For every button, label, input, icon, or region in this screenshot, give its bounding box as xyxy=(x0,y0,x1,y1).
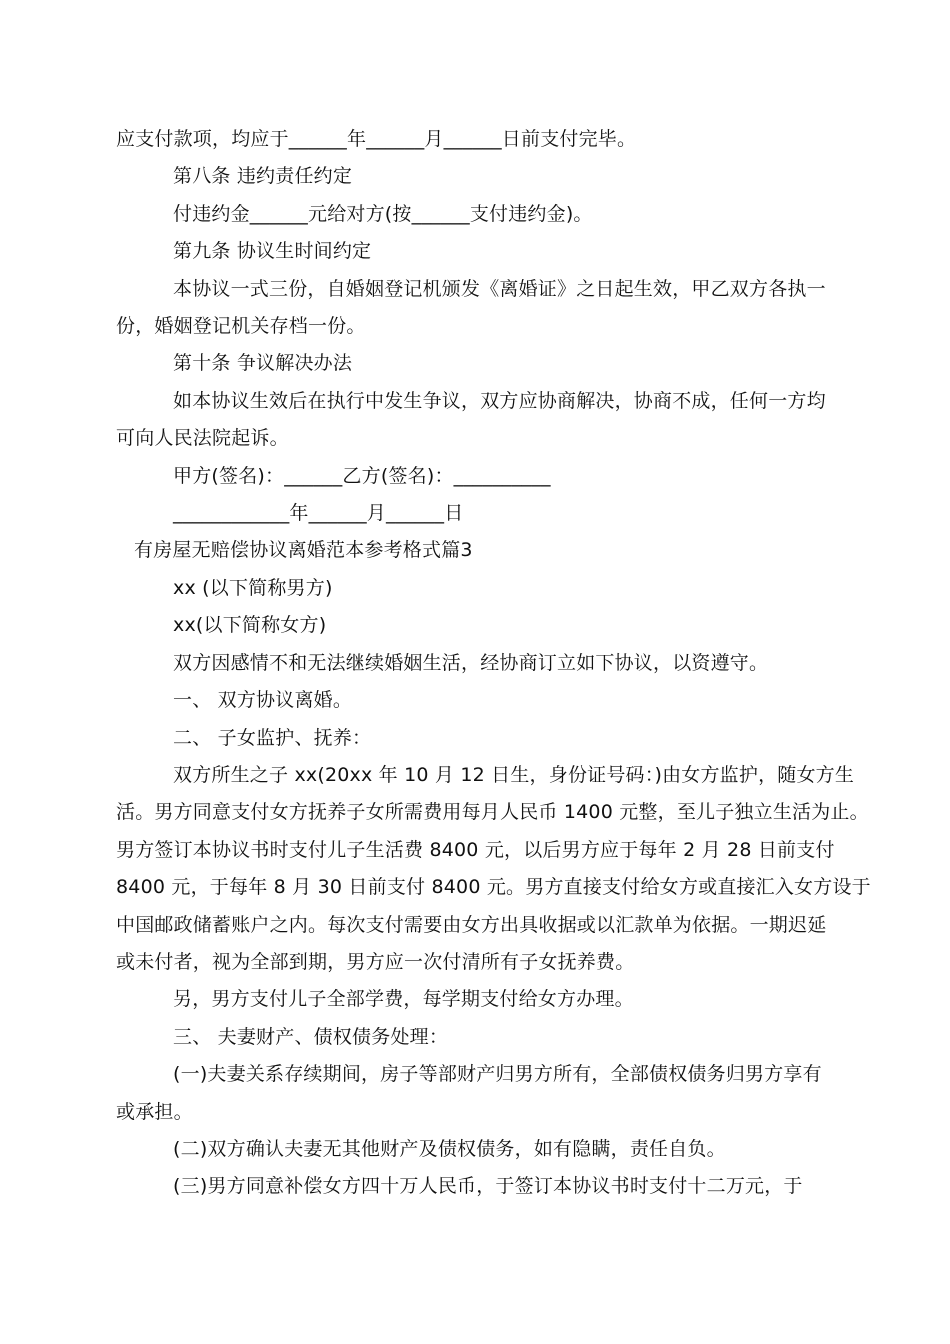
signature-line: 甲方(签名)：______乙方(签名)：__________ xyxy=(173,465,551,487)
clause-heading: 二、 子女监护、抚养： xyxy=(173,727,372,749)
paragraph-line: (三)男方同意补偿女方四十万人民币，于签订本协议书时支付十二万元，于 xyxy=(173,1175,803,1197)
paragraph-line: 应支付款项，均应于______年______月______日前支付完毕。 xyxy=(116,128,637,150)
paragraph-line: 本协议一式三份，自婚姻登记机颁发《离婚证》之日起生效，甲乙双方各执一 xyxy=(173,278,826,300)
paragraph-line: (一)夫妻关系存续期间，房子等部财产归男方所有，全部债权债务归男方享有 xyxy=(173,1063,822,1085)
paragraph-line: 双方所生之子 xx(20xx 年 10 月 12 日生，身份证号码：)由女方监护，随女方生 xyxy=(173,764,855,786)
clause-heading: 一、 双方协议离婚。 xyxy=(173,689,353,711)
article-heading: 第八条 违约责任约定 xyxy=(173,165,353,187)
article-heading: 第九条 协议生时间约定 xyxy=(173,240,372,262)
paragraph-line: 男方签订本协议书时支付儿子生活费 8400 元，以后男方应于每年 2 月 28 日前支付 xyxy=(116,839,835,861)
date-line: ____________年______月______日 xyxy=(173,502,464,524)
paragraph-line: 双方因感情不和无法继续婚姻生活，经协商订立如下协议，以资遵守。 xyxy=(173,652,769,674)
section-title: 有房屋无赔偿协议离婚范本参考格式篇3 xyxy=(134,539,473,561)
party-line: xx(以下简称女方) xyxy=(173,614,327,636)
paragraph-line: 中国邮政储蓄账户之内。每次支付需要由女方出具收据或以汇款单为依据。一期迟延 xyxy=(116,914,827,936)
paragraph-line: 8400 元，于每年 8 月 30 日前支付 8400 元。男方直接支付给女方或直接汇入女方设于 xyxy=(116,876,871,898)
paragraph-line: 或未付者，视为全部到期，男方应一次付清所有子女抚养费。 xyxy=(116,951,635,973)
paragraph-line: 如本协议生效后在执行中发生争议，双方应协商解决，协商不成，任何一方均 xyxy=(173,390,826,412)
paragraph-line: 份，婚姻登记机关存档一份。 xyxy=(116,315,366,337)
paragraph-line: 另，男方支付儿子全部学费，每学期支付给女方办理。 xyxy=(173,988,634,1010)
paragraph-line: 或承担。 xyxy=(116,1101,193,1123)
paragraph-line: 可向人民法院起诉。 xyxy=(116,427,289,449)
clause-heading: 三、 夫妻财产、债权债务处理： xyxy=(173,1026,449,1048)
paragraph-line: 付违约金______元给对方(按______支付违约金)。 xyxy=(173,203,593,225)
party-line: xx (以下简称男方) xyxy=(173,577,333,599)
article-heading: 第十条 争议解决办法 xyxy=(173,352,353,374)
paragraph-line: (二)双方确认夫妻无其他财产及债权债务，如有隐瞒，责任自负。 xyxy=(173,1138,726,1160)
paragraph-line: 活。男方同意支付女方抚养子女所需费用每月人民币 1400 元整，至儿子独立生活为止。 xyxy=(116,801,869,823)
